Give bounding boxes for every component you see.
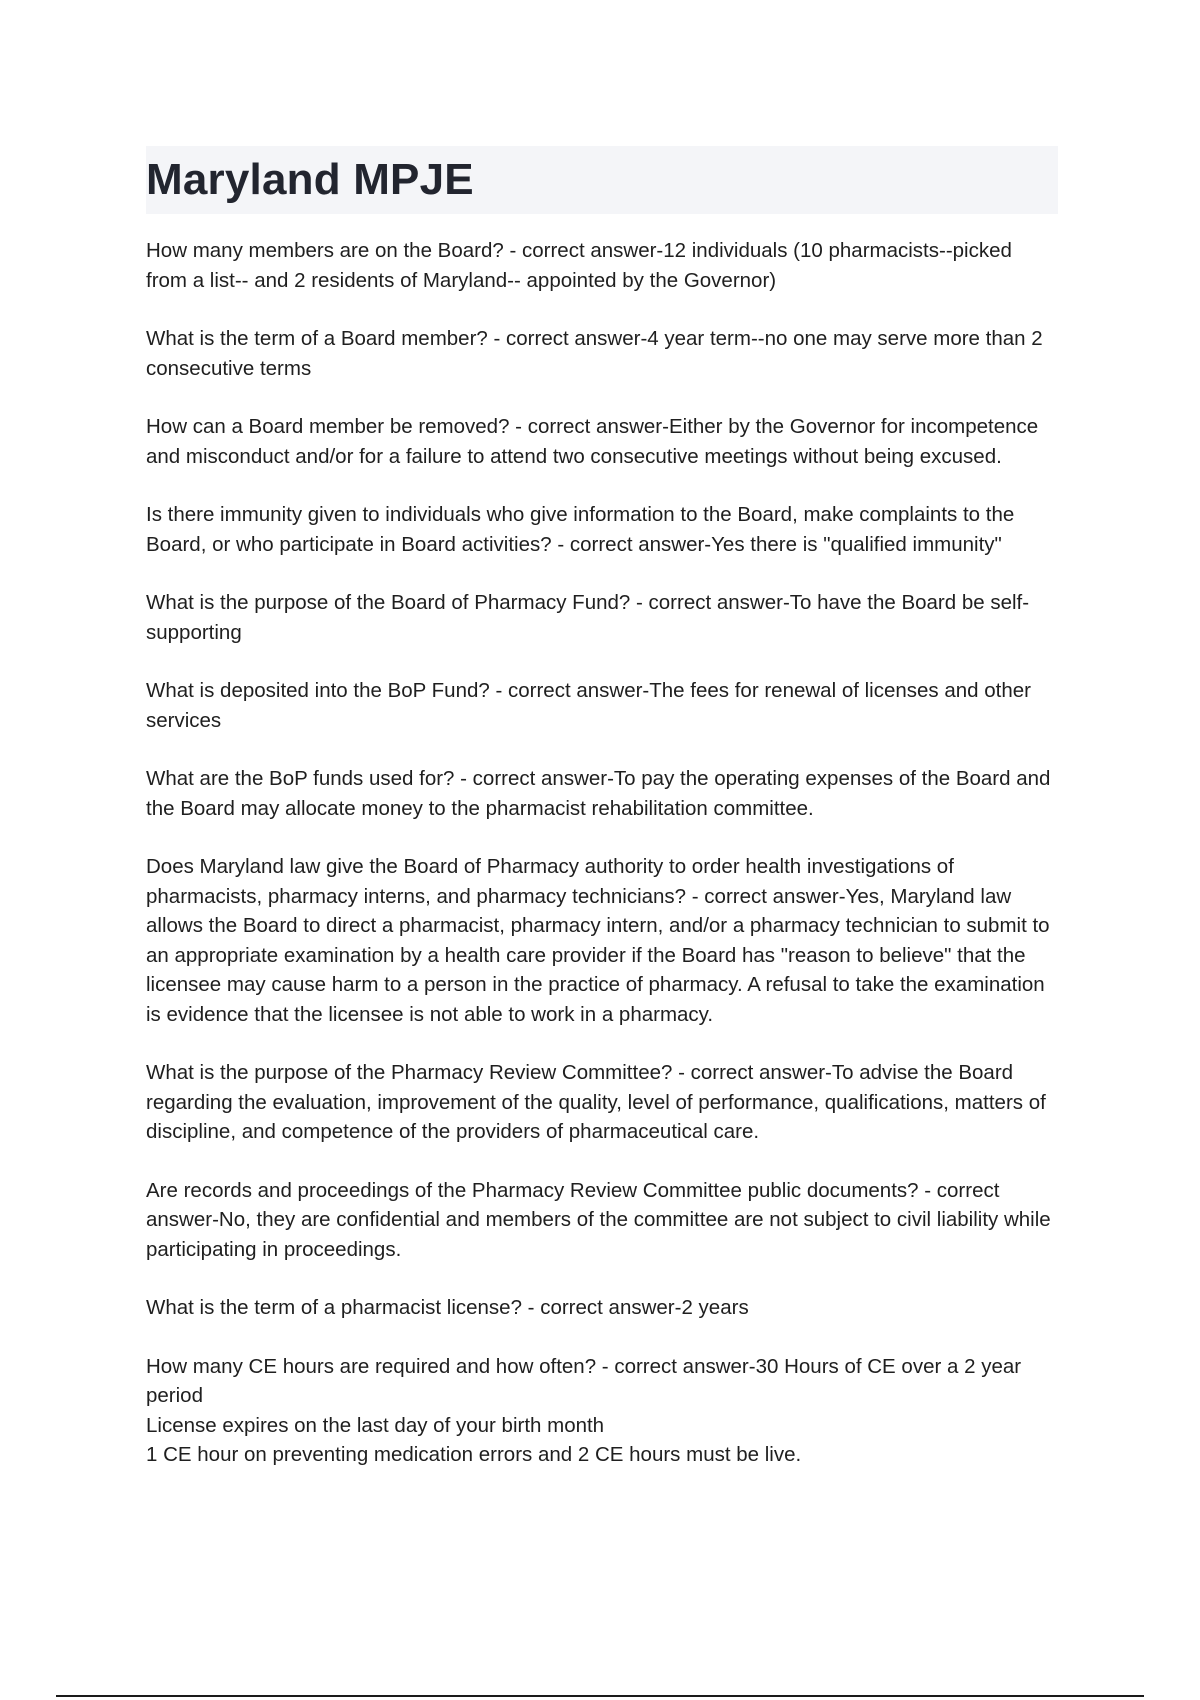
qa-list xyxy=(146,236,1058,1470)
qa-item-license-term: What is the term of a pharmacist license? - correct answer-2 years xyxy=(146,1296,749,1319)
qa-item-fund-purpose: What is the purpose of the Board of Pharmacy Fund? - correct answer-To have the Board be self-supporting xyxy=(146,591,1030,644)
qa-item-fund-deposits: What is deposited into the BoP Fund? - correct answer-The fees for renewal of licenses and other services xyxy=(146,679,1032,732)
qa-item-health-investigations: Does Maryland law give the Board of Pharmacy authority to order health investigations of pharmacists, pharmacy interns, and pharmacy technicians? - correct answer-Yes, Maryland law allows the Board to direct a pharmacist, pharmacy intern, and/or a pharmacy technician to submit to an appropriate examination by a health care provider if the Board has "reason to believe" that the licensee may cause harm to a person in the practice of pharmacy. A refusal to take the examination is evidence that the licensee is not able to work in a pharmacy. xyxy=(146,855,1050,1026)
title-bar xyxy=(146,146,1058,214)
qa-item-review-committee-records: Are records and proceedings of the Pharmacy Review Committee public documents? - correct answer-No, they are confidential and members of the committee are not subject to civil liability while participating in proceedings. xyxy=(146,1178,1051,1261)
qa-item-review-committee-purpose: What is the purpose of the Pharmacy Review Committee? - correct answer-To advise the Board regarding the evaluation, improvement of the quality, level of performance, qualifications, matters of discipline, and competence of the providers of pharmaceutical care. xyxy=(146,1061,1046,1143)
qa-item-immunity: Is there immunity given to individuals who give information to the Board, make complaints to the Board, or who participate in Board activities? - correct answer-Yes there is "qualified immunity" xyxy=(146,503,1015,556)
qa-item-ce-hours: How many CE hours are required and how often? - correct answer-30 Hours of CE over a 2 year period License expires on the last day of your birth month 1 CE hour on preventing medication errors and 2 CE hours must be live. xyxy=(146,1354,1022,1466)
qa-item-fund-uses: What are the BoP funds used for? - correct answer-To pay the operating expenses of the Board and the Board may allocate money to the pharmacist rehabilitation committee. xyxy=(146,767,1051,820)
qa-item-board-members: How many members are on the Board? - correct answer-12 individuals (10 pharmacists--picked from a list-- and 2 residents of Maryland-- appointed by the Governor) xyxy=(146,239,1012,292)
footer-divider xyxy=(56,1695,1144,1697)
document-page xyxy=(146,146,1058,1499)
page-title: Maryland MPJE xyxy=(146,155,474,204)
qa-item-board-term: What is the term of a Board member? - correct answer-4 year term--no one may serve more than 2 consecutive terms xyxy=(146,327,1043,380)
qa-item-board-removal: How can a Board member be removed? - correct answer-Either by the Governor for incompetence and misconduct and/or for a failure to attend two consecutive meetings without being excused. xyxy=(146,415,1039,468)
